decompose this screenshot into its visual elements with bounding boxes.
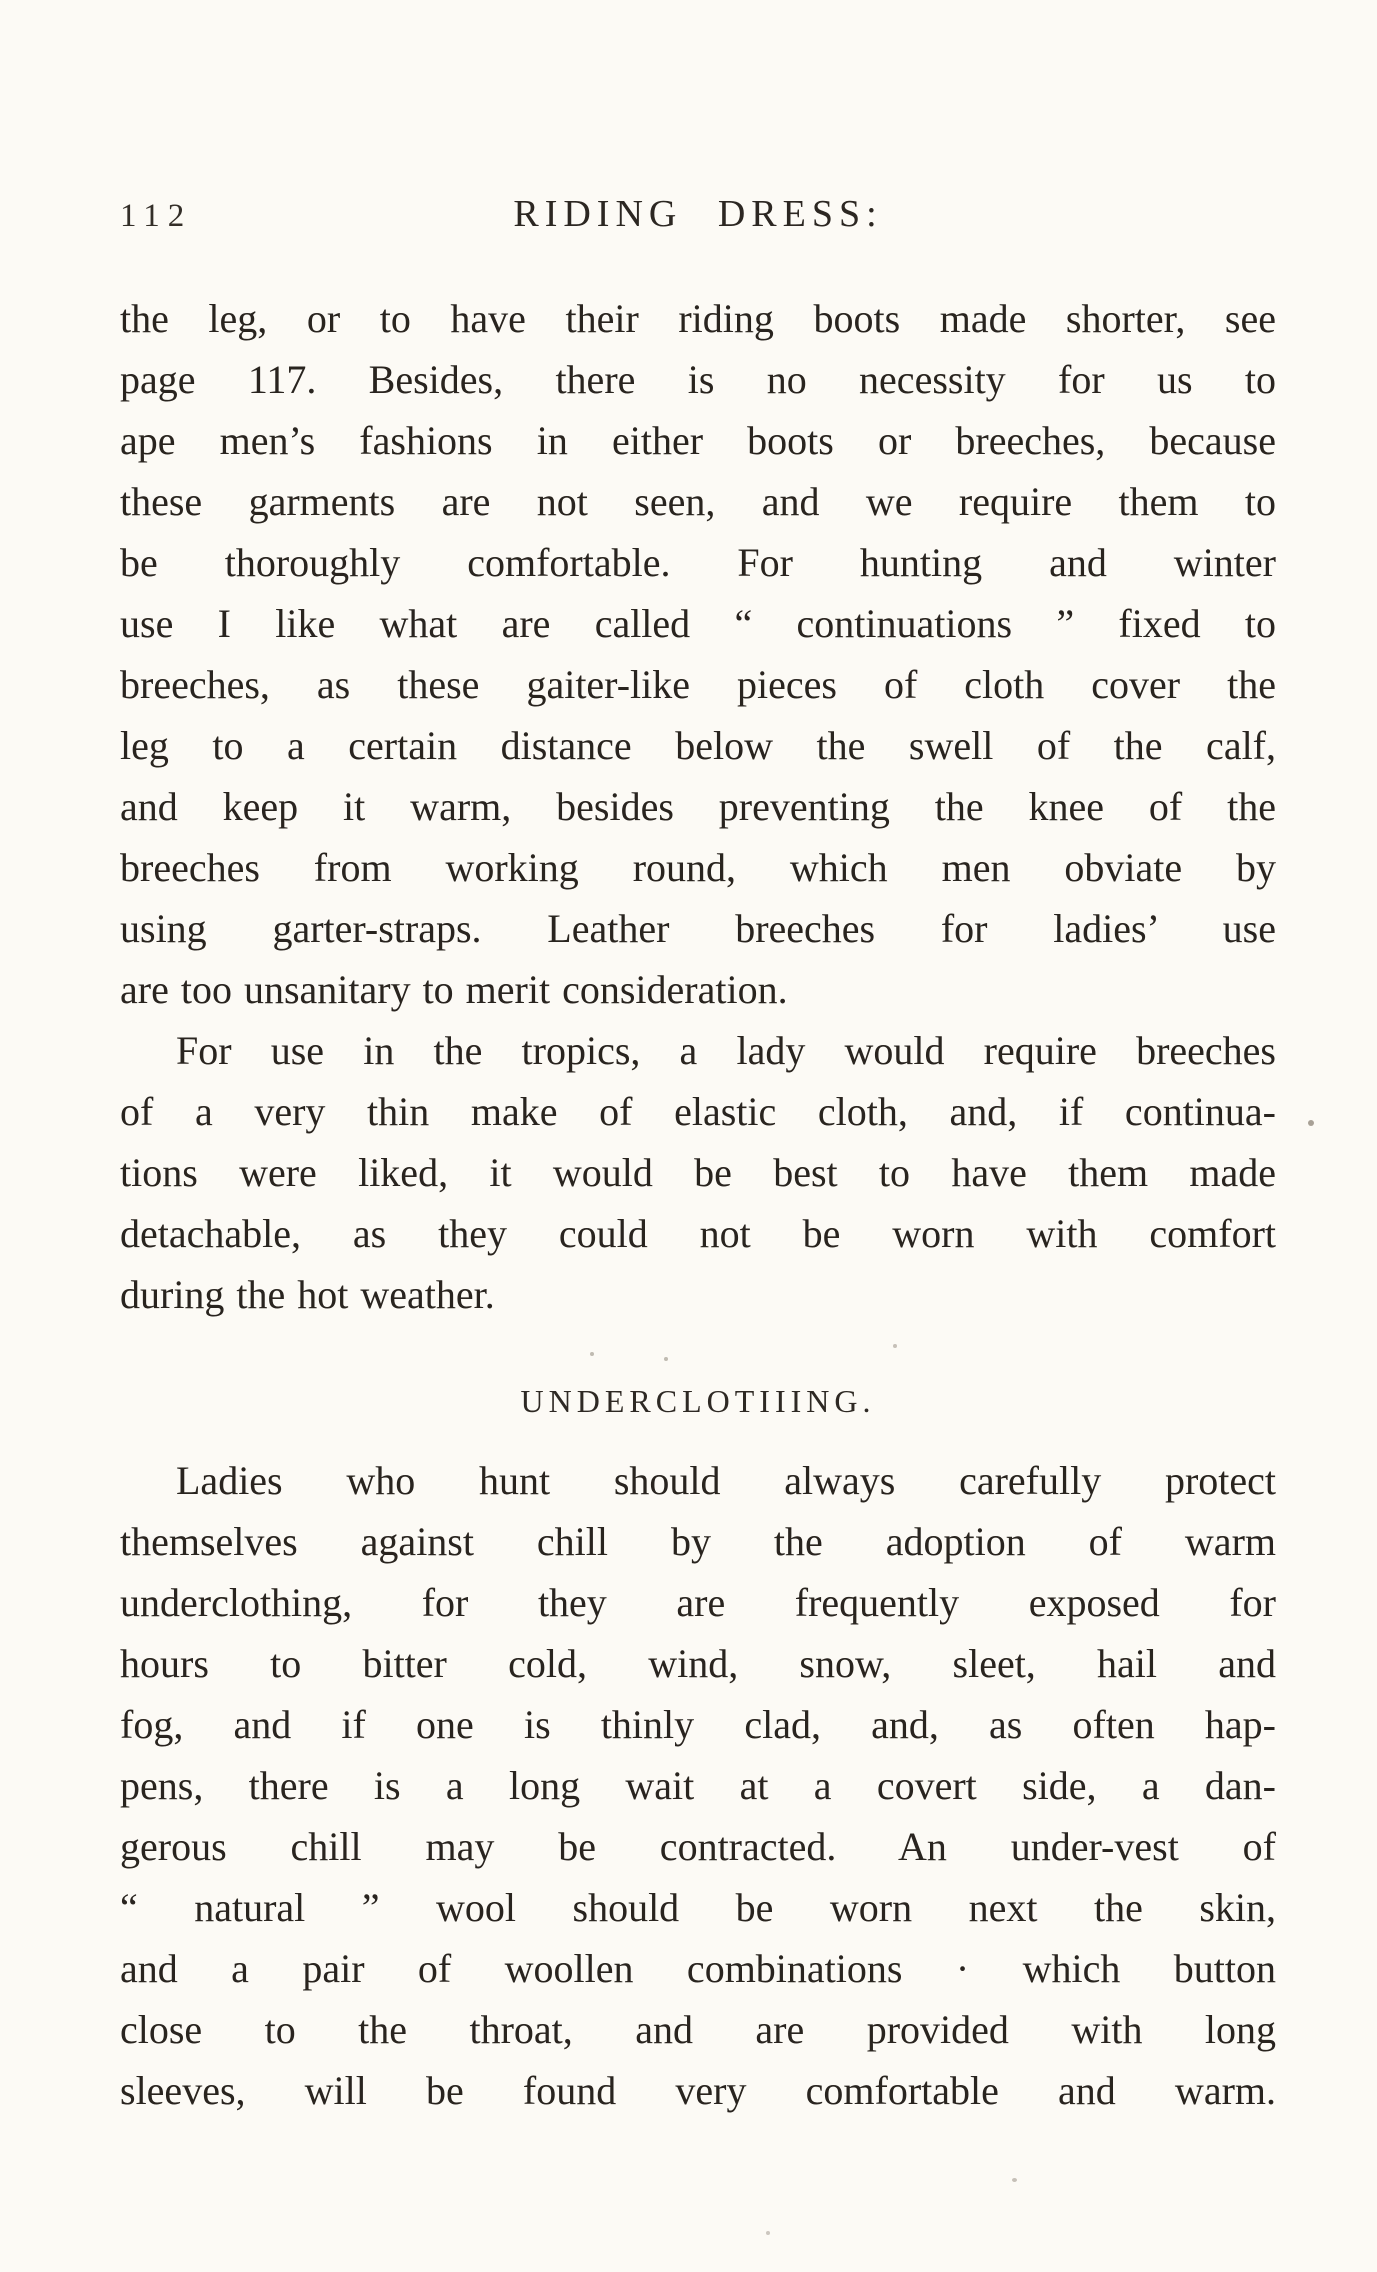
text-line: close to the throat, and are provided with long (120, 2007, 1276, 2052)
text-line: pens, there is a long wait at a covert side, a dan- (120, 1763, 1276, 1808)
text-line: and keep it warm, besides preventing the knee of the (120, 784, 1276, 829)
text-line: during the hot weather. (120, 1272, 495, 1317)
section-heading: UNDERCLOTIIING. (520, 1383, 876, 1419)
scan-speck (590, 1352, 594, 1356)
text-line: Ladies who hunt should always carefully protect (176, 1458, 1276, 1503)
scan-speck (893, 1344, 897, 1348)
text-line: be thoroughly comfortable. For hunting and winter (120, 540, 1276, 585)
paragraph (120, 288, 1276, 1020)
text-line: For use in the tropics, a lady would require breeches (176, 1028, 1276, 1073)
text-line: tions were liked, it would be best to have them made (120, 1150, 1276, 1195)
text-line: “ natural ” wool should be worn next the skin, (120, 1885, 1276, 1930)
text-line: detachable, as they could not be worn with comfort (120, 1211, 1276, 1256)
text-line: of a very thin make of elastic cloth, and, if continua- (120, 1089, 1276, 1134)
text-line: underclothing, for they are frequently exposed for (120, 1580, 1276, 1625)
text-line: hours to bitter cold, wind, snow, sleet, hail and (120, 1641, 1276, 1686)
text-line: breeches, as these gaiter-like pieces of cloth cover the (120, 662, 1276, 707)
running-title: RIDING DRESS: (513, 193, 883, 235)
text-line: ape men’s fashions in either boots or breeches, because (120, 418, 1276, 463)
paragraph (120, 1020, 1276, 1325)
text-line: breeches from working round, which men obviate by (120, 845, 1276, 890)
text-line: are too unsanitary to merit consideration. (120, 967, 788, 1012)
scan-speck (766, 2231, 770, 2235)
page-header (120, 192, 1276, 244)
page-content (120, 288, 1276, 2121)
text-line: sleeves, will be found very comfortable and warm. (120, 2068, 1276, 2113)
page-number: 112 (120, 198, 193, 234)
text-line: use I like what are called “ continuations ” fixed to (120, 601, 1276, 646)
paragraph (120, 1450, 1276, 2121)
text-line: these garments are not seen, and we require them to (120, 479, 1276, 524)
text-line: using garter-straps. Leather breeches for ladies’ use (120, 906, 1276, 951)
scan-speck (664, 1357, 668, 1361)
scan-speck (1308, 1120, 1314, 1126)
text-line: the leg, or to have their riding boots made shorter, see (120, 296, 1276, 341)
text-line: page 117. Besides, there is no necessity for us to (120, 357, 1276, 402)
text-line: leg to a certain distance below the swell of the calf, (120, 723, 1276, 768)
scan-speck (1012, 2178, 1017, 2182)
text-line: and a pair of woollen combinations · which button (120, 1946, 1276, 1991)
text-line: themselves against chill by the adoption of warm (120, 1519, 1276, 1564)
text-line: gerous chill may be contracted. An under-vest of (120, 1824, 1276, 1869)
text-line: fog, and if one is thinly clad, and, as often hap- (120, 1702, 1276, 1747)
